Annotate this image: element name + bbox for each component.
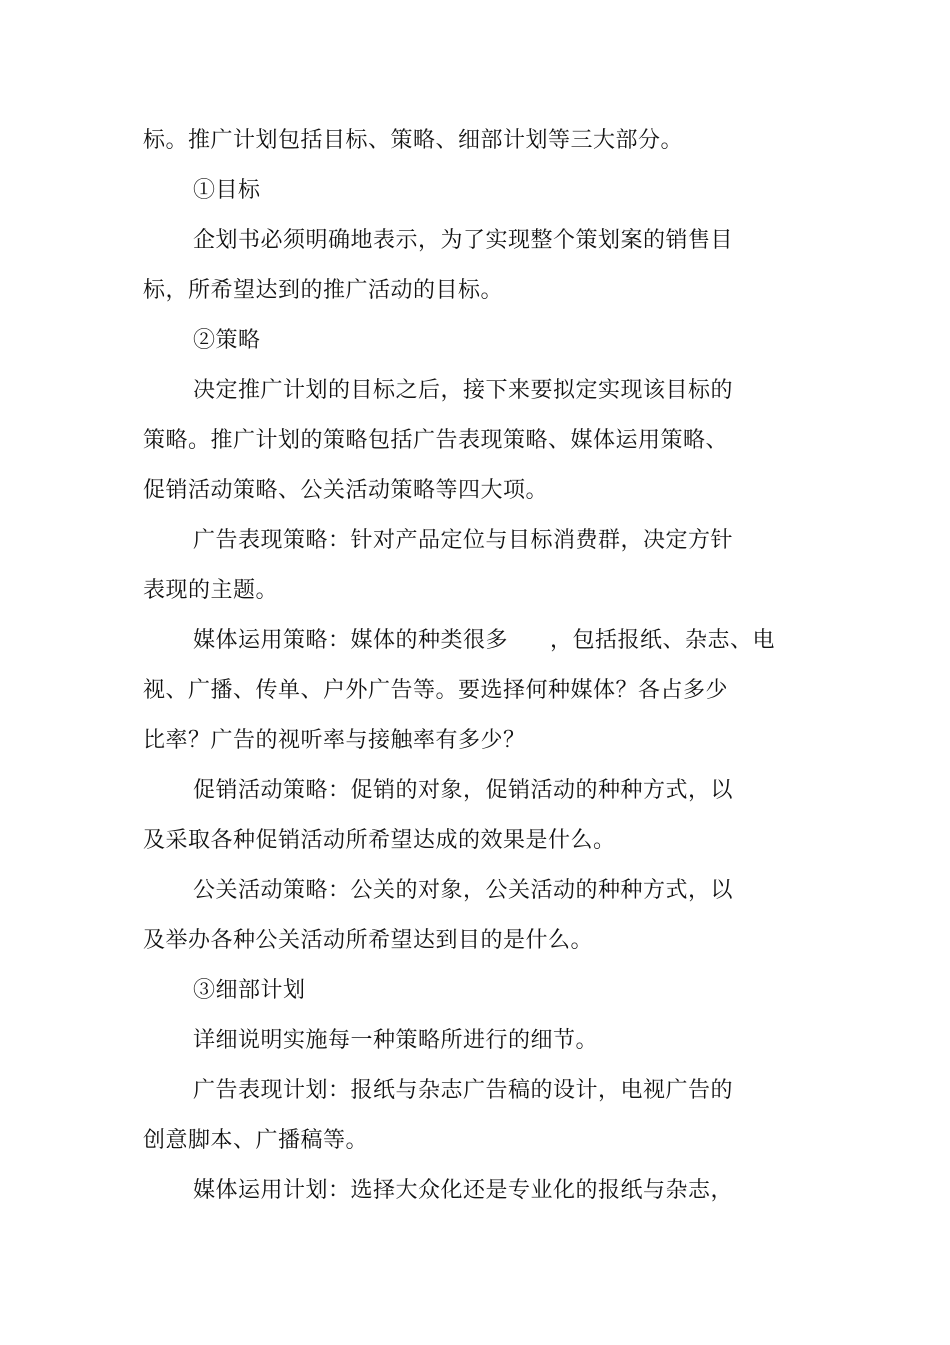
paragraph-line: [193, 626, 775, 656]
paragraph-line: 及举办各种公关活动所希望达到目的是什么。: [143, 928, 594, 953]
paragraph-line: 策略。推广计划的策略包括广告表现策略、媒体运用策略、: [143, 428, 729, 453]
paragraph-line: 企划书必须明确地表示，为了实现整个策划案的销售目: [193, 228, 734, 253]
paragraph-line: 促销活动策略：促销的对象，促销活动的种种方式，以: [193, 778, 734, 803]
paragraph-line: 广告表现计划：报纸与杂志广告稿的设计，电视广告的: [193, 1078, 734, 1103]
section-heading-strategy: ②策略: [193, 328, 261, 353]
paragraph-line: 详细说明实施每一种策略所进行的细节。: [193, 1028, 599, 1053]
paragraph-line: 比率？广告的视听率与接触率有多少？: [143, 728, 526, 753]
paragraph-line: 创意脚本、广播稿等。: [143, 1128, 369, 1153]
paragraph-line: 决定推广计划的目标之后，接下来要拟定实现该目标的: [193, 378, 734, 403]
paragraph-line: 标。推广计划包括目标、策略、细部计划等三大部分。: [143, 128, 684, 153]
paragraph-line: 广告表现策略：针对产品定位与目标消费群，决定方针: [193, 528, 734, 553]
paragraph-line-part: ，包括报纸、杂志、电: [550, 628, 776, 653]
section-heading-detail-plan: ③细部计划: [193, 978, 306, 1003]
paragraph-line: 视、广播、传单、户外广告等。要选择何种媒体？各占多少: [143, 678, 729, 703]
paragraph-line-part: 媒体运用策略：媒体的种类很多: [193, 628, 509, 653]
paragraph-line: 表现的主题。: [143, 578, 279, 603]
paragraph-line: 促销活动策略、公关活动策略等四大项。: [143, 478, 549, 503]
paragraph-line: 媒体运用计划：选择大众化还是专业化的报纸与杂志，: [193, 1178, 734, 1203]
section-heading-goal: ①目标: [193, 178, 261, 203]
paragraph-line: 及采取各种促销活动所希望达成的效果是什么。: [143, 828, 616, 853]
paragraph-line: 公关活动策略：公关的对象，公关活动的种种方式，以: [193, 878, 734, 903]
paragraph-line: 标，所希望达到的推广活动的目标。: [143, 278, 504, 303]
